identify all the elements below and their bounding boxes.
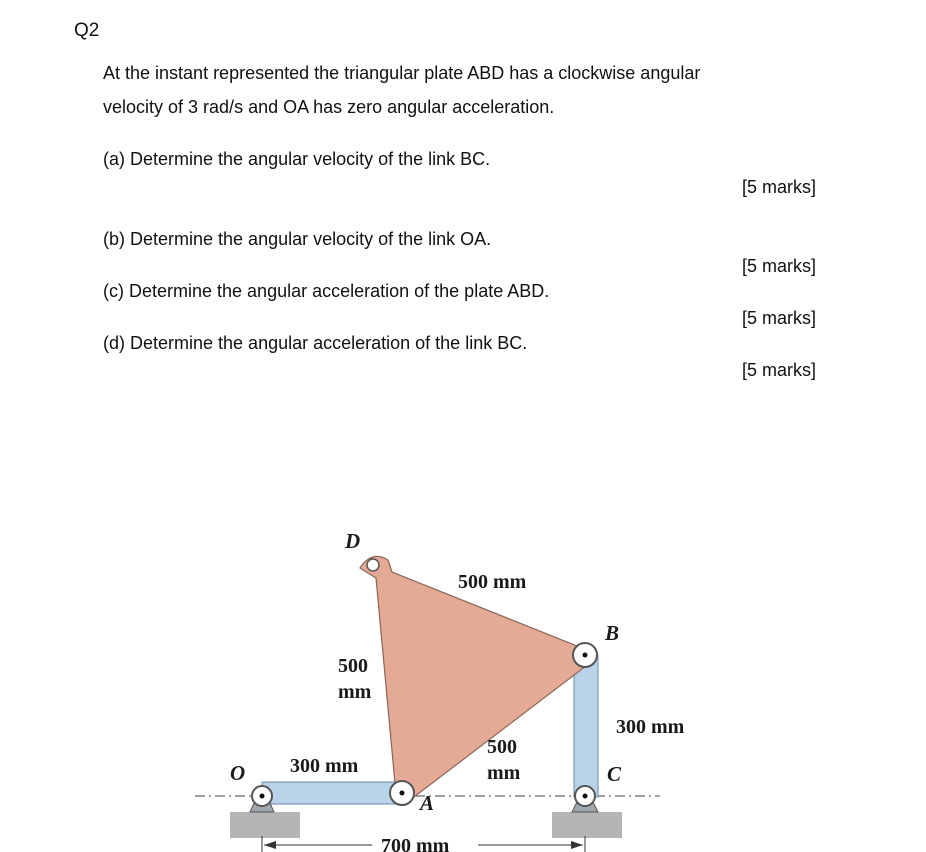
label-o: O (230, 761, 246, 785)
part-c-text: (c) Determine the angular acceleration of the plate ABD. (103, 281, 550, 301)
part-d-text: (d) Determine the angular acceleration of the link BC. (103, 333, 528, 353)
part-b-text: (b) Determine the angular velocity of the link OA. (103, 229, 492, 249)
label-c: C (607, 762, 622, 786)
dim-right-side-1: 500 (487, 736, 517, 758)
part-c-marks: [5 marks] (742, 308, 817, 328)
part-a-marks: [5 marks] (742, 177, 817, 197)
question-number: Q2 (74, 20, 100, 41)
dim-arrow-left-icon (264, 841, 276, 849)
label-a: A (420, 791, 435, 815)
dim-left-side-1: 500 (338, 655, 368, 677)
pin-d-icon (367, 559, 379, 571)
pin-a-center (400, 791, 405, 796)
dim-right-side-2: mm (487, 762, 521, 784)
part-b-marks: [5 marks] (742, 256, 817, 276)
pin-o-center (260, 794, 265, 799)
triangular-plate-abd (360, 556, 590, 802)
link-oa (262, 782, 402, 804)
pin-c-center (583, 794, 588, 799)
dim-arrow-right-icon (571, 841, 583, 849)
part-a-text: (a) Determine the angular velocity of the link BC. (103, 149, 491, 169)
intro-line-2: velocity of 3 rad/s and OA has zero angular acceleration. (103, 97, 555, 117)
dim-base: 700 mm (381, 835, 450, 852)
dim-oa-link: 300 mm (290, 755, 359, 777)
link-bc (574, 655, 598, 797)
intro-line-1: At the instant represented the triangular plate ABD has a clockwise angular (103, 63, 701, 83)
dim-left-side-2: mm (338, 681, 372, 703)
ground-support-o (230, 812, 300, 838)
dim-bc-link: 300 mm (616, 716, 685, 738)
ground-support-c (552, 812, 622, 838)
label-b: B (605, 621, 620, 645)
pin-b-center (583, 653, 588, 658)
dim-top-side: 500 mm (458, 571, 527, 593)
part-d-marks: [5 marks] (742, 360, 817, 380)
label-d: D (345, 529, 361, 553)
